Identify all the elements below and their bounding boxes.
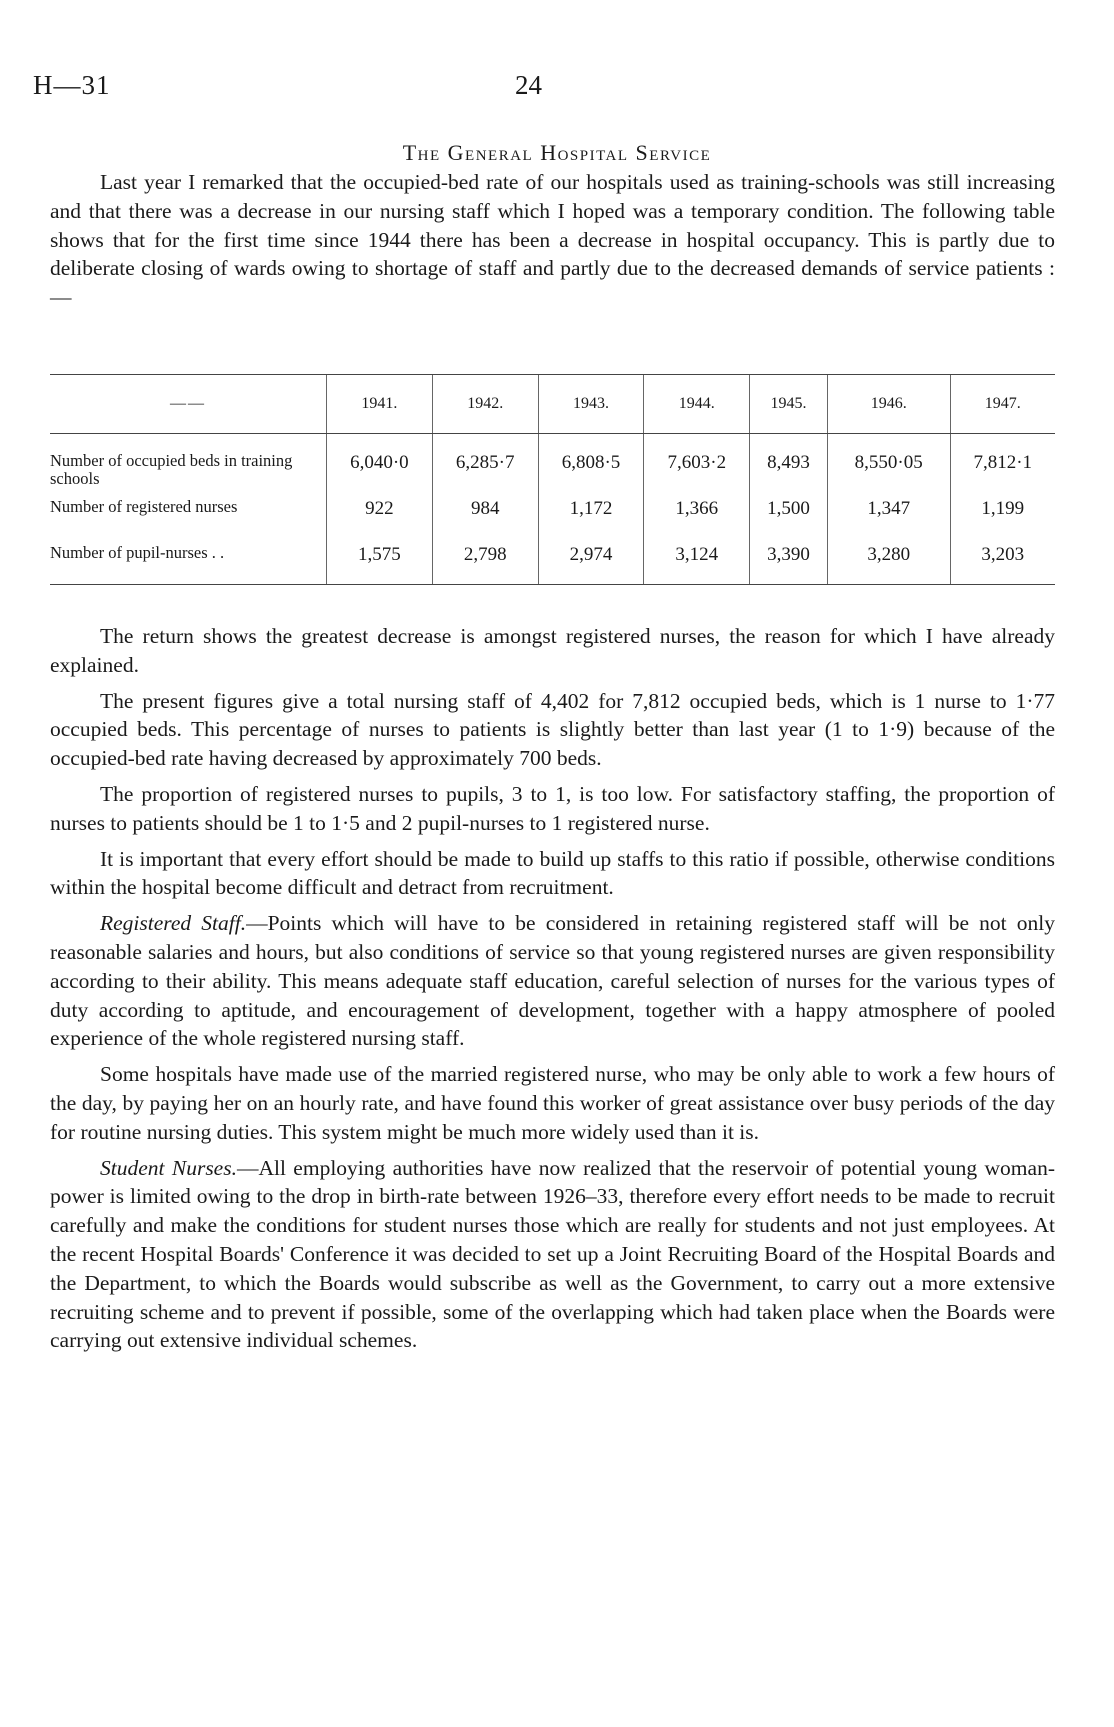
- statistics-table: [50, 374, 1055, 585]
- table-header-row: [50, 375, 1055, 434]
- intro-paragraph: Last year I remarked that the occupied-bed rate of our hospitals used as training-schools was still increasing and that there was a decrease in our nursing staff which I hoped was a temporary condition. The following table shows that for the first time since 1944 there has been a decrease in hospital occupancy. This is partly due to deliberate closing of wards owing to shortage of staff and partly due to the decreased demands of service patients :—: [50, 170, 1055, 310]
- year-header: 1942.: [432, 375, 538, 434]
- table-cell: 7,812·1: [950, 434, 1055, 499]
- table-cell: 984: [432, 498, 538, 544]
- year-header: 1947.: [950, 375, 1055, 434]
- row-label: Number of occupied beds in training schools: [50, 451, 293, 488]
- table-cell: 1,172: [538, 498, 644, 544]
- table-row: [50, 544, 1055, 585]
- paragraph-body: —Points which will have to be considered in retaining registered staff will be not only reasonable salaries and hours, but also conditions of service so that young registered nurses are given responsibility according to their ability. This means adequate staff education, careful selection of nurses for the various types of duty according to aptitude, and encouragement of development, together with a happy atmosphere of pooled experience of the whole registered nursing staff.: [50, 911, 1055, 1051]
- table-cell: 3,124: [644, 544, 750, 585]
- paragraph-heading: Student Nurses.: [100, 1155, 237, 1180]
- year-header: 1945.: [750, 375, 828, 434]
- year-header: 1946.: [827, 375, 950, 434]
- paragraph: The present figures give a total nursing staff of 4,402 for 7,812 occupied beds, which is 1 nurse to 1·77 occupied beds. This percentage of nurses to patients is slightly better than last year (1 to 1·9) because of the occupied-bed rate having decreased by approximately 700 beds.: [50, 688, 1055, 771]
- document-reference: H—31: [33, 70, 111, 100]
- year-header: 1941.: [327, 375, 433, 434]
- paragraph: It is important that every effort should be made to build up staffs to this ratio if possible, otherwise conditions within the hospital become difficult and detract from recruitment.: [50, 846, 1055, 900]
- year-header: 1943.: [538, 375, 644, 434]
- page-header: [0, 70, 1114, 110]
- table-cell: 1,347: [827, 498, 950, 544]
- intro-text: [50, 168, 1055, 319]
- table-cell: 7,603·2: [644, 434, 750, 499]
- paragraph: The proportion of registered nurses to pupils, 3 to 1, is too low. For satisfactory staffing, the proportion of nurses to patients should be 1 to 1·5 and 2 pupil-nurses to 1 registered nurse.: [50, 781, 1055, 835]
- paragraph-student-nurses: [50, 1154, 1055, 1356]
- row-label: Number of pupil-nurses . .: [50, 544, 327, 585]
- year-header: 1944.: [644, 375, 750, 434]
- table-cell: 3,390: [750, 544, 828, 585]
- paragraph-registered-staff: [50, 909, 1055, 1053]
- table-cell: 6,808·5: [538, 434, 644, 499]
- section-title: The General Hospital Service: [402, 140, 712, 165]
- table-cell: 6,285·7: [432, 434, 538, 499]
- table-cell: 1,199: [950, 498, 1055, 544]
- table-row: [50, 434, 1055, 499]
- row-label: Number of registered nurses: [50, 497, 238, 516]
- table-cell: 2,974: [538, 544, 644, 585]
- table-cell: 1,575: [327, 544, 433, 585]
- table-cell: 1,500: [750, 498, 828, 544]
- table-cell: 6,040·0: [327, 434, 433, 499]
- body-text: [50, 622, 1055, 1362]
- table-cell: 1,366: [644, 498, 750, 544]
- table-cell: 3,203: [950, 544, 1055, 585]
- table-cell: 3,280: [827, 544, 950, 585]
- table-corner-cell: ——: [50, 375, 327, 434]
- table-cell: 2,798: [432, 544, 538, 585]
- paragraph-heading: Registered Staff.: [100, 911, 247, 936]
- paragraph: Some hospitals have made use of the married registered nurse, who may be only able to work a few hours of the day, by paying her on an hourly rate, and have found this worker of great assistance over busy periods of the day for routine nursing duties. This system might be much more widely used than it is.: [50, 1062, 1055, 1144]
- table-cell: 8,493: [750, 434, 828, 499]
- paragraph-body: —All employing authorities have now realized that the reservoir of potential young woman-power is limited owing to the drop in birth-rate between 1926–33, therefore every effort needs to be made to recruit carefully and make the conditions for student nurses those which are really for students and not just employees. At the recent Hospital Boards' Conference it was decided to set up a Joint Recruiting Board of the Hospital Boards and the Department, to which the Boards would subscribe as well as the Government, to carry out a more extensive recruiting scheme and to prevent if possible, some of the overlapping which had taken place when the Boards were carrying out extensive individual schemes.: [50, 1155, 1055, 1353]
- table-cell: 8,550·05: [827, 434, 950, 499]
- table-cell: 922: [327, 498, 433, 544]
- table-row: [50, 498, 1055, 544]
- page-number: 24: [515, 70, 542, 100]
- paragraph: The return shows the greatest decrease is amongst registered nurses, the reason for which I have already explained.: [50, 624, 1055, 677]
